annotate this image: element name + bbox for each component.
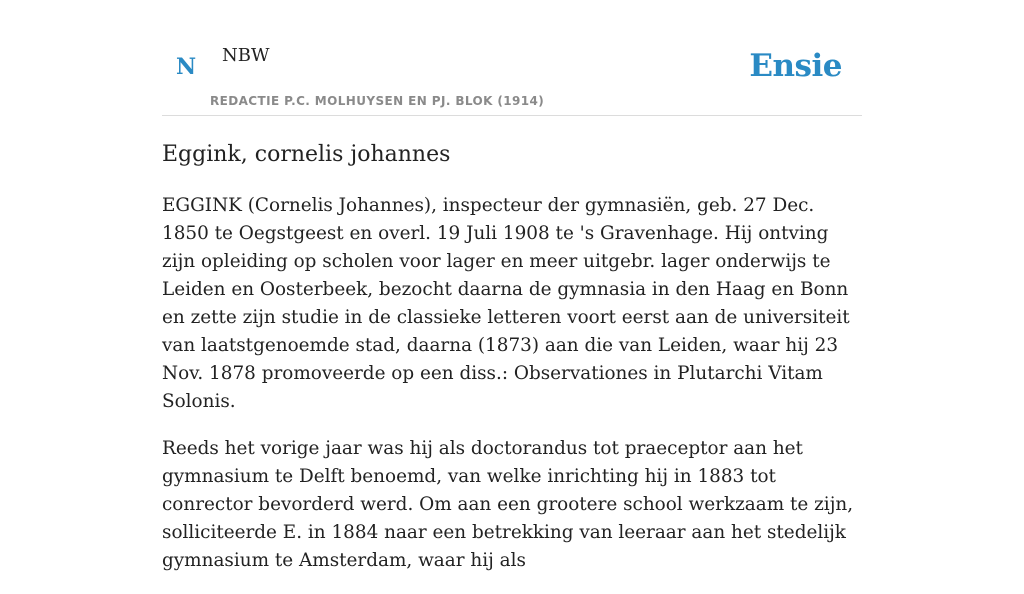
article-paragraph: Reeds het vorige jaar was hij als doctorandus tot praeceptor aan het gymnasium te Delft benoemd, van welke inrichting hij in 1883 tot conrector bevorderd werd. Om aan een grootere school werkzaam te zijn, solliciteerde E. in 1884 naar een betrekking van leeraar aan het stedelijk gymnasium te Amsterdam, waar hij als xyxy=(162,438,854,571)
article-title: Eggink, cornelis johannes xyxy=(162,142,451,167)
ensie-logo[interactable]: Ensie xyxy=(749,48,842,84)
article-paragraph: EGGINK (Cornelis Johannes), inspecteur der gymnasiën, geb. 27 Dec. 1850 te Oegstgeest en overl. 19 Juli 1908 te 's Gravenhage. Hij ontving zijn opleiding op scholen voor lager en meer uitgebr. lager onderwijs te Leiden en Oosterbeek, bezocht daarna de gymnasia in den Haag en Bonn en zette zijn studie in de classieke letteren voort eerst aan de universiteit van laatstgenoemde stad, daarna (1873) aan die van Leiden, waar hij 23 Nov. 1878 promoveerde op een diss.: Observationes in Plutarchi Vitam Solonis. xyxy=(162,195,850,412)
article-body xyxy=(162,192,862,594)
source-logo[interactable]: N xyxy=(176,54,197,80)
header xyxy=(162,0,862,116)
source-subtitle: REDACTIE P.C. MOLHUYSEN EN PJ. BLOK (1914) xyxy=(210,94,545,108)
source-name-link[interactable]: NBW xyxy=(222,45,270,66)
